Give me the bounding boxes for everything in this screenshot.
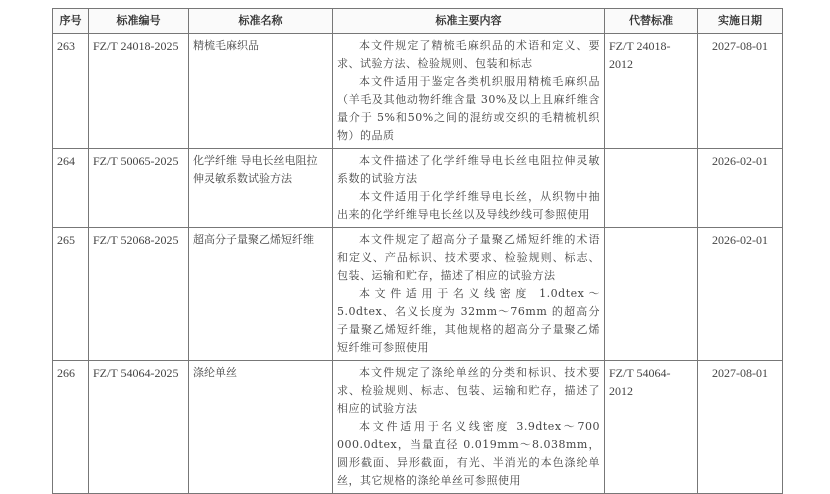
header-replaces: 代替标准 [605, 9, 698, 34]
code-cell: FZ/T 50065-2025 [89, 149, 189, 228]
standards-table [52, 8, 783, 494]
date-cell: 2026-02-01 [698, 228, 783, 361]
code-cell: FZ/T 52068-2025 [89, 228, 189, 361]
replaces-cell [605, 149, 698, 228]
content-paragraph: 本文件适用于化学纤维导电长丝，从织物中抽出来的化学纤维导电长丝以及导线纱线可参照使用 [337, 190, 600, 221]
table-row [53, 361, 783, 494]
code-cell: FZ/T 24018-2025 [89, 34, 189, 149]
content-paragraph: 本文件规定了涤纶单丝的分类和标识、技术要求、检验规则、标志、包装、运输和贮存，描述了相应的试验方法 [337, 366, 600, 415]
date-cell: 2026-02-01 [698, 149, 783, 228]
header-code: 标准编号 [89, 9, 189, 34]
table-row [53, 228, 783, 361]
content-cell [333, 361, 605, 494]
name-cell: 精梳毛麻织品 [189, 34, 333, 149]
seq-cell: 263 [53, 34, 89, 149]
name-cell: 涤纶单丝 [189, 361, 333, 494]
content-paragraph: 本文件适用于名义线密度 1.0dtex～5.0dtex、名义长度为 32mm～76mm 的超高分子量聚乙烯短纤维，其他规格的超高分子量聚乙烯短纤维可参照使用 [337, 287, 600, 354]
content-paragraph: 本文件描述了化学纤维导电长丝电阻拉伸灵敏系数的试验方法 [337, 154, 600, 185]
code-cell: FZ/T 54064-2025 [89, 361, 189, 494]
header-date: 实施日期 [698, 9, 783, 34]
content-cell [333, 34, 605, 149]
header-row [53, 9, 783, 34]
content-cell [333, 149, 605, 228]
table-row [53, 149, 783, 228]
content-paragraph: 本文件规定了超高分子量聚乙烯短纤维的术语和定义、产品标识、技术要求、检验规则、标志、包装、运输和贮存，描述了相应的试验方法 [337, 233, 600, 282]
replaces-cell: FZ/T 24018-2012 [605, 34, 698, 149]
header-content: 标准主要内容 [333, 9, 605, 34]
header-name: 标准名称 [189, 9, 333, 34]
table-row [53, 34, 783, 149]
seq-cell: 265 [53, 228, 89, 361]
header-seq: 序号 [53, 9, 89, 34]
replaces-cell: FZ/T 54064-2012 [605, 361, 698, 494]
seq-cell: 266 [53, 361, 89, 494]
name-cell: 超高分子量聚乙烯短纤维 [189, 228, 333, 361]
content-paragraph: 本文件适用于鉴定各类机织服用精梳毛麻织品（羊毛及其他动物纤维含量 30%及以上且麻纤维含量介于 5%和50%之间的混纺或交织的毛精梳机织物）的品质 [337, 75, 600, 142]
content-paragraph: 本文件规定了精梳毛麻织品的术语和定义、要求、试验方法、检验规则、包装和标志 [337, 39, 600, 70]
content-paragraph: 本文件适用于名义线密度 3.9dtex～700 000.0dtex，当量直径 0.019mm～8.038mm，圆形截面、异形截面，有光、半消光的本色涤纶单丝，其它规格的涤纶单丝可参照使用 [337, 420, 600, 487]
replaces-cell [605, 228, 698, 361]
name-cell: 化学纤维 导电长丝电阻拉伸灵敏系数试验方法 [189, 149, 333, 228]
seq-cell: 264 [53, 149, 89, 228]
date-cell: 2027-08-01 [698, 361, 783, 494]
content-cell [333, 228, 605, 361]
date-cell: 2027-08-01 [698, 34, 783, 149]
